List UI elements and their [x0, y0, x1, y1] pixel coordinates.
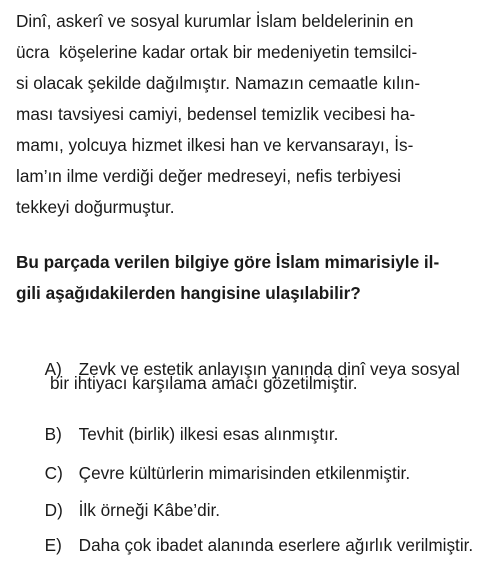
passage-line: ması tavsiyesi camiyi, bedensel temizlik vecibesi ha- — [16, 104, 416, 124]
option-letter: D) — [44, 500, 63, 521]
question-line: gili aşağıdakilerden hangisine ulaşılabilir? — [16, 283, 361, 303]
passage-line: si olacak şekilde dağılmıştır. Namazın cemaatle kılın- — [16, 73, 421, 93]
passage-line: ücra köşelerine kadar ortak bir medeniyetin temsilci- — [16, 42, 418, 62]
option-text: Daha çok ibadet alanında eserlere ağırlık verilmiştir. — [78, 535, 474, 556]
option-text: Çevre kültürlerin mimarisinden etkilenmiştir. — [78, 463, 411, 484]
option-letter: A) — [44, 359, 62, 380]
passage-line: tekkeyi doğurmuştur. — [16, 197, 175, 217]
option-letter: C) — [44, 463, 63, 484]
passage-line: mamı, yolcuya hizmet ilkesi han ve kervansarayı, İs- — [16, 135, 414, 155]
option-text: Tevhit (birlik) ilkesi esas alınmıştır. — [78, 424, 339, 445]
option-letter: B) — [44, 424, 62, 445]
option-a-continuation: bir ihtiyacı karşılama amacı gözetilmiştir. — [50, 373, 358, 393]
option-text: İlk örneği Kâbe’dir. — [78, 500, 221, 521]
passage-line: Dinî, askerî ve sosyal kurumlar İslam beldelerinin en — [16, 11, 414, 31]
option-text: Zevk ve estetik anlayışın yanında dinî veya sosyal — [78, 359, 460, 380]
option-e[interactable] — [16, 520, 473, 572]
question-line: Bu parçada verilen bilgiye göre İslam mimarisiyle il- — [16, 252, 440, 272]
option-letter: E) — [44, 535, 62, 556]
passage-line: lam’ın ilme verdiği değer medreseyi, nefis terbiyesi — [16, 166, 401, 186]
